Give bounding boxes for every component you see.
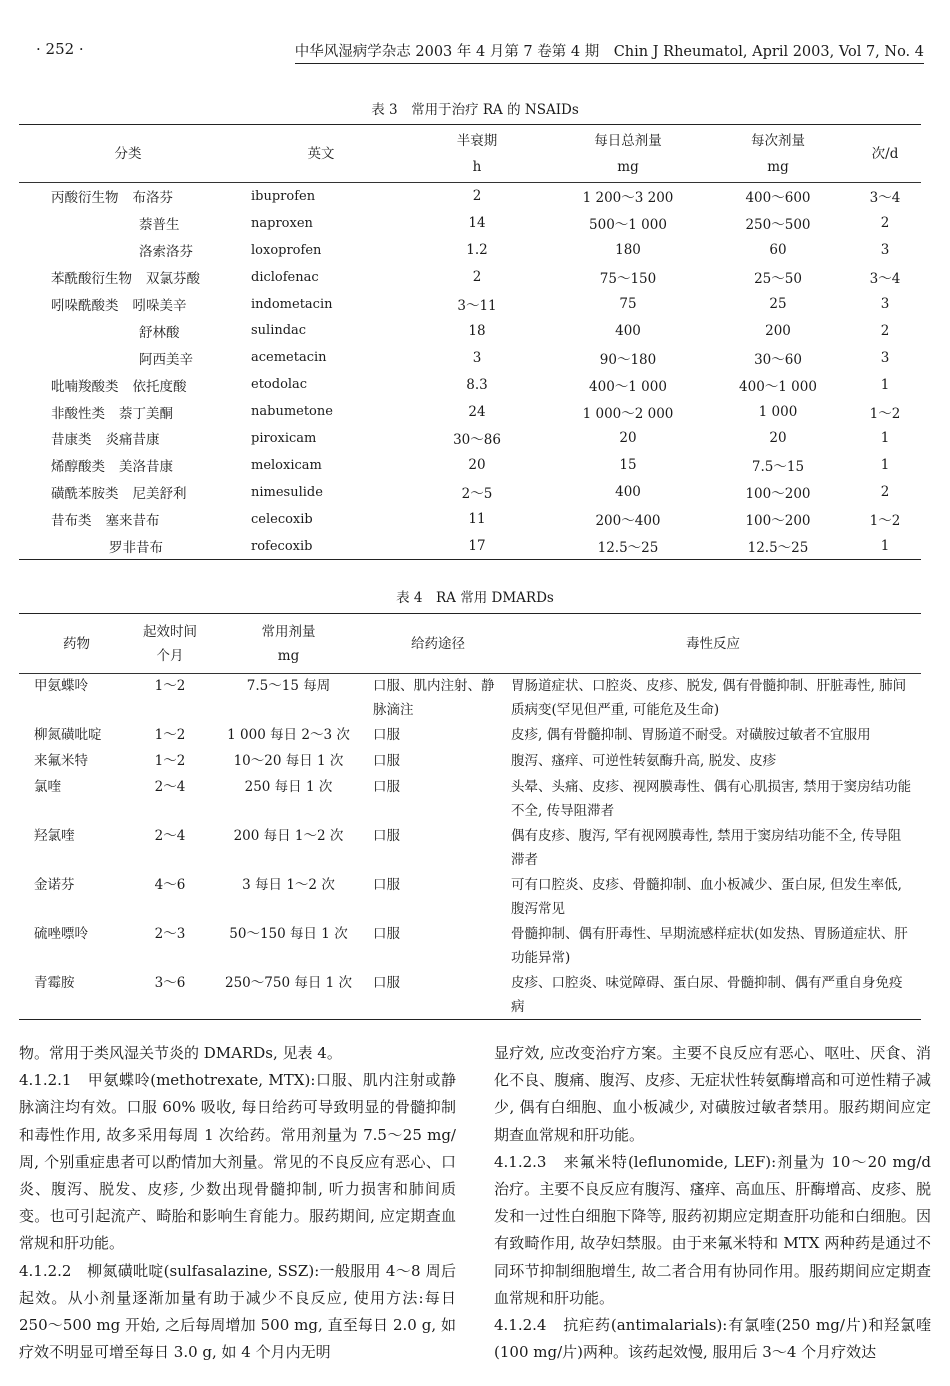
cell-freq: 1～2 (869, 405, 901, 422)
cell-hl: 18 (468, 322, 486, 339)
drug-name: 舒林酸 (139, 324, 180, 341)
table-row (19, 398, 921, 425)
table4-caption: 表 4 RA 常用 DMARDs (396, 590, 554, 606)
cell-daily: 90～180 (599, 351, 657, 368)
cell-single: 7.5～15 (751, 459, 805, 476)
drug-class: 苯酰酸衍生物 (51, 271, 132, 288)
table-row (19, 264, 921, 291)
col-half-life: 半衰期 h (405, 125, 549, 183)
cell-single: 400～1 000 (739, 378, 817, 395)
left-column (19, 1040, 456, 1366)
running-header (26, 38, 924, 62)
cell-onset: 1～2 (154, 726, 186, 743)
drug-name: 依托度酸 (132, 378, 187, 395)
cell-freq: 3～4 (869, 190, 901, 207)
drug-name: 阿西美辛 (139, 351, 193, 368)
drug-class: 吡喃羧酸类 (51, 378, 119, 395)
drug-name: 布洛芬 (132, 190, 173, 207)
cell-onset: 4～6 (154, 876, 186, 893)
cell-daily: 75 (619, 296, 637, 312)
cell-single: 12.5～25 (747, 540, 809, 557)
col-drug: 药物 (19, 614, 134, 674)
drug-class: 吲哚酰酸类 (51, 298, 119, 314)
cell-daily: 500～1 000 (589, 217, 667, 234)
cell-drug: 青霉胺 (34, 974, 75, 991)
cell-en: sulindac (251, 323, 307, 339)
drug-name: 罗非昔布 (109, 540, 163, 557)
table-row (19, 479, 921, 506)
cell-single: 400～600 (745, 190, 811, 207)
table-row (19, 775, 921, 824)
paragraph: 4.1.2.2 柳氮磺吡啶(sulfasalazine, SSZ):一般服用 4～8 周后起效。从小剂量逐渐加量有助于减少不良反应, 使用方法:每日 250～500 mg 开始, 之后每周增加 500 mg, 直至每日 2.0 g, 如疗效不明显可增至每日 3.0 g, 如 4 个月内无明 (19, 1261, 456, 1362)
cell-freq: 1 (880, 538, 890, 555)
cell-en: naproxen (251, 215, 313, 231)
col-route: 给药途径 (371, 614, 505, 674)
cell-hl: 11 (468, 511, 486, 528)
table-row (19, 210, 921, 237)
cell-freq: 3 (880, 349, 890, 366)
table-row (19, 723, 921, 749)
table-row (19, 749, 921, 775)
cell-single: 100～200 (745, 513, 811, 530)
nsaids-table (19, 124, 921, 560)
table-row (19, 506, 921, 533)
table-row (19, 971, 921, 1020)
cell-daily: 1 000～2 000 (582, 405, 674, 422)
cell-en: etodolac (251, 377, 308, 393)
cell-en: acemetacin (251, 350, 327, 366)
table-row (19, 317, 921, 344)
col-class: 分类 (19, 125, 237, 183)
cell-hl: 1.2 (466, 242, 488, 259)
cell-hl: 24 (468, 403, 486, 420)
table-row (19, 922, 921, 971)
cell-route: 口服 (373, 752, 400, 769)
cell-freq: 1 (880, 430, 890, 447)
cell-hl: 2～5 (461, 486, 493, 503)
cell-daily: 12.5～25 (597, 540, 659, 557)
cell-en: nabumetone (251, 404, 333, 420)
cell-tox: 腹泻、瘙痒、可逆性转氨酶升高, 脱发、皮疹 (511, 752, 777, 769)
cell-freq: 1～2 (869, 513, 901, 530)
table-header-row (19, 614, 921, 674)
right-column (494, 1040, 931, 1366)
cell-onset: 2～4 (154, 778, 186, 795)
cell-route: 口服 (373, 778, 400, 795)
cell-dose: 10～20 每日 1 次 (233, 752, 344, 769)
cell-freq: 3 (880, 296, 890, 312)
cell-hl: 14 (468, 215, 486, 232)
cell-tox: 骨髓抑制、偶有肝毒性、早期流感样症状(如发热、胃肠道症状、肝功能异常) (511, 925, 908, 966)
drug-class: 丙酸衍生物 (51, 190, 119, 207)
cell-single: 20 (769, 430, 787, 447)
cell-en: indometacin (251, 296, 333, 312)
cell-daily: 20 (619, 430, 637, 447)
cell-dose: 3 每日 1～2 次 (242, 876, 335, 893)
col-english: 英文 (237, 125, 405, 183)
cell-freq: 2 (880, 322, 890, 339)
cell-daily: 200～400 (595, 513, 661, 530)
drug-name: 塞来昔布 (105, 513, 160, 530)
drug-name: 双氯芬酸 (146, 271, 200, 288)
drug-name: 美洛昔康 (119, 459, 173, 476)
cell-route: 口服 (373, 974, 400, 991)
paragraph: 4.1.2.4 抗疟药(antimalarials):有氯喹(250 mg/片)和羟氯喹(100 mg/片)两种。该药起效慢, 服用后 3～4 个月疗效达 (494, 1316, 931, 1362)
drug-name: 炎痛昔康 (105, 432, 160, 449)
table-row (19, 452, 921, 479)
drug-name: 萘普生 (139, 217, 180, 234)
col-frequency: 次/d (849, 125, 921, 183)
table-row (19, 533, 921, 560)
cell-daily: 15 (619, 457, 637, 474)
paragraph: 显疗效, 应改变治疗方案。主要不良反应有恶心、呕吐、厌食、消化不良、腹痛、腹泻、皮疹、无症状性转氨酶增高和可逆性精子减少, 偶有白细胞、血小板减少, 对磺胺过敏者禁用。服药期间应定期查血常规和肝功能。 (494, 1044, 931, 1144)
cell-dose: 250～750 每日 1 次 (225, 974, 352, 991)
cell-drug: 硫唑嘌呤 (34, 925, 88, 942)
cell-en: ibuprofen (251, 188, 316, 204)
cell-tox: 胃肠道症状、口腔炎、皮疹、脱发, 偶有骨髓抑制、肝脏毒性, 肺间质病变(罕见但严重, 可能危及生命) (511, 678, 907, 718)
cell-drug: 来氟米特 (34, 752, 88, 769)
cell-hl: 2 (472, 269, 482, 286)
cell-route: 口服 (373, 726, 400, 743)
drug-name: 吲哚美辛 (132, 298, 187, 314)
cell-en: loxoprofen (251, 242, 322, 258)
journal-citation: 中华风湿病学杂志 2003 年 4 月第 7 卷第 4 期 Chin J Rheumatol, April 2003, Vol 7, No. 4 (295, 40, 924, 64)
cell-dose: 50～150 每日 1 次 (229, 925, 348, 942)
cell-en: celecoxib (251, 511, 313, 527)
cell-drug: 甲氨蝶呤 (34, 678, 88, 694)
drug-class: 非酸性类 (51, 405, 105, 422)
cell-daily: 75～150 (599, 271, 657, 288)
cell-hl: 17 (468, 538, 486, 555)
cell-onset: 1～2 (154, 752, 186, 769)
table-row (19, 674, 921, 723)
cell-daily: 400～1 000 (589, 378, 667, 395)
table-row (19, 425, 921, 452)
dmards-table (19, 613, 921, 1020)
cell-tox: 头晕、头痛、皮疹、视网膜毒性、偶有心肌损害, 禁用于窦房结功能不全, 传导阻滞者 (511, 778, 912, 819)
cell-daily: 400 (615, 322, 641, 339)
cell-freq: 3 (880, 242, 890, 259)
cell-freq: 2 (880, 484, 890, 501)
cell-drug: 羟氯喹 (34, 827, 75, 844)
table-row (19, 344, 921, 371)
cell-single: 1 000 (758, 403, 798, 420)
cell-route: 口服 (373, 876, 400, 893)
cell-freq: 2 (880, 215, 890, 232)
cell-single: 100～200 (745, 486, 811, 503)
paragraph: 4.1.2.3 来氟米特(leflunomide, LEF):剂量为 10～20 mg/d 治疗。主要不良反应有腹泻、瘙痒、高血压、肝酶增高、皮疹、脱发和一过性白细胞下降等, 服药初期应定期查肝功能和白细胞。因有致畸作用, 故孕妇禁服。由于来氟米特和 MTX 两种药是通过不同环节抑制细胞增生, 故二者合用有协同作用。服药期间应定期查血常规和肝功能。 (494, 1152, 931, 1307)
cell-onset: 1～2 (154, 678, 186, 694)
cell-drug: 金诺芬 (34, 876, 75, 893)
table-row (19, 183, 921, 210)
drug-class: 烯醇酸类 (51, 459, 105, 476)
drug-name: 尼美舒利 (132, 486, 187, 503)
drug-class: 磺酰苯胺类 (51, 486, 119, 503)
cell-en: piroxicam (251, 430, 317, 446)
cell-en: nimesulide (251, 484, 323, 500)
cell-route: 口服、肌内注射、静脉滴注 (373, 678, 495, 718)
cell-freq: 1 (880, 376, 890, 393)
cell-en: diclofenac (251, 269, 319, 285)
drug-class: 昔布类 (51, 513, 92, 530)
table-row (19, 291, 921, 318)
cell-hl: 3 (472, 349, 482, 366)
cell-single: 60 (769, 242, 787, 259)
cell-single: 200 (765, 322, 791, 339)
col-dose: 常用剂量 mg (206, 614, 371, 674)
cell-daily: 400 (615, 484, 641, 501)
table-row (19, 824, 921, 873)
drug-name: 洛索洛芬 (139, 244, 193, 261)
cell-route: 口服 (373, 827, 400, 844)
cell-freq: 1 (880, 457, 890, 474)
cell-hl: 20 (468, 457, 486, 474)
table-header-row (19, 125, 921, 183)
cell-daily: 180 (615, 242, 641, 259)
drug-class: 昔康类 (51, 432, 92, 449)
cell-dose: 1 000 每日 2～3 次 (227, 726, 350, 743)
table3-caption: 表 3 常用于治疗 RA 的 NSAIDs (371, 102, 579, 118)
paragraph: 4.1.2.1 甲氨蝶呤(methotrexate, MTX):口服、肌内注射或静脉滴注均有效。口服 60% 吸收, 每日给药可导致明显的骨髓抑制和毒性作用, 故多采用每周 1 次给药。常用剂量为 7.5～25 mg/周, 个别重症患者可以酌情加大剂量。常见的不良反应有恶心、口炎、腹泻、脱发、皮疹, 少数出现骨髓抑制, 听力损害和肺间质变。也可引起流产、畸胎和影响生育能力。服药期间, 应定期查血常规和肝功能。 (19, 1071, 456, 1253)
cell-drug: 柳氮磺吡啶 (34, 726, 102, 743)
cell-dose: 200 每日 1～2 次 (233, 827, 344, 844)
table-row (19, 873, 921, 922)
cell-onset: 2～3 (154, 925, 186, 942)
cell-en: meloxicam (251, 457, 322, 473)
cell-tox: 可有口腔炎、皮疹、骨髓抑制、血小板减少、蛋白尿, 但发生率低, 腹泻常见 (511, 876, 902, 917)
cell-onset: 2～4 (154, 827, 186, 844)
cell-hl: 3～11 (457, 298, 497, 314)
cell-single: 250～500 (745, 217, 811, 234)
col-toxicity: 毒性反应 (505, 614, 921, 674)
cell-hl: 2 (472, 188, 482, 205)
cell-en: rofecoxib (251, 538, 313, 554)
cell-tox: 偶有皮疹、腹泻, 罕有视网膜毒性, 禁用于窦房结功能不全, 传导阻滞者 (511, 827, 902, 868)
table-row (19, 237, 921, 264)
paragraph: 物。常用于类风湿关节炎的 DMARDs, 见表 4。 (19, 1044, 342, 1062)
cell-single: 25～50 (754, 271, 802, 288)
page-number: · 252 · (36, 40, 84, 58)
cell-dose: 250 每日 1 次 (244, 778, 333, 795)
cell-hl: 8.3 (466, 376, 488, 393)
drug-name: 萘丁美酮 (119, 405, 173, 422)
col-single-dose: 每次剂量 mg (707, 125, 849, 183)
cell-drug: 氯喹 (34, 778, 61, 795)
cell-hl: 30～86 (453, 432, 501, 449)
cell-single: 25 (769, 296, 787, 312)
cell-route: 口服 (373, 925, 400, 942)
col-onset: 起效时间 个月 (134, 614, 206, 674)
cell-onset: 3～6 (154, 974, 186, 991)
cell-freq: 3～4 (869, 271, 901, 288)
cell-tox: 皮疹、口腔炎、味觉障碍、蛋白尿、骨髓抑制、偶有严重自身免疫病 (511, 974, 903, 1015)
cell-daily: 1 200～3 200 (582, 190, 674, 207)
cell-dose: 7.5～15 每周 (246, 678, 331, 694)
cell-tox: 皮疹, 偶有骨髓抑制、胃肠道不耐受。对磺胺过敏者不宜服用 (511, 726, 871, 743)
table-row (19, 371, 921, 398)
cell-single: 30～60 (754, 351, 802, 368)
col-daily-dose: 每日总剂量 mg (549, 125, 707, 183)
